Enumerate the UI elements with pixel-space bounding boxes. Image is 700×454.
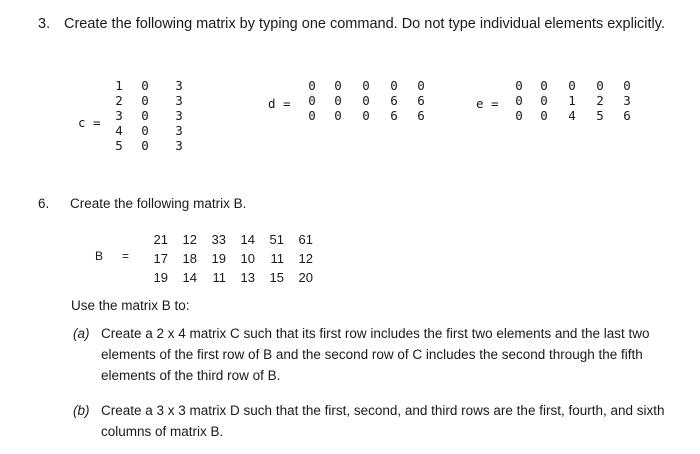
part-a-label: (a) xyxy=(73,326,90,341)
matrix-cell: 6 xyxy=(390,108,398,123)
matrix-c-label: c = xyxy=(78,115,101,130)
matrix-cell: 0 xyxy=(417,78,425,93)
matrix-cell: 12 xyxy=(298,251,313,266)
matrix-cell: 0 xyxy=(308,108,316,123)
matrix-cell: 33 xyxy=(211,232,226,247)
matrix-cell: 12 xyxy=(182,232,197,247)
matrix-cell: 4 xyxy=(115,123,123,138)
matrix-cell: 0 xyxy=(362,78,370,93)
matrix-cell: 19 xyxy=(211,251,226,266)
part-a-line-2: elements of the first row of B and the second row of C includes the second through the fifth xyxy=(101,347,643,362)
matrix-cell: 0 xyxy=(540,78,548,93)
matrix-cell: 13 xyxy=(240,270,255,285)
matrix-cell: 0 xyxy=(362,108,370,123)
matrix-row xyxy=(112,108,194,123)
question-3-text: Create the following matrix by typing one command. Do not type individual elements explicitly. xyxy=(64,16,665,32)
matrix-cell: 0 xyxy=(623,78,631,93)
matrix-cell: 51 xyxy=(269,232,284,247)
matrix-cell: 15 xyxy=(269,270,284,285)
matrix-row xyxy=(508,108,640,123)
matrix-cell: 3 xyxy=(115,108,123,123)
matrix-row xyxy=(508,78,640,93)
matrix-cell: 0 xyxy=(308,78,316,93)
matrix-cell: 0 xyxy=(540,108,548,123)
matrix-cell: 0 xyxy=(515,108,523,123)
matrix-cell: 10 xyxy=(240,251,255,266)
matrix-row xyxy=(300,93,434,108)
matrix-cell: 2 xyxy=(596,93,604,108)
matrix-cell: 0 xyxy=(568,78,576,93)
matrix-cell: 5 xyxy=(115,138,123,153)
matrix-cell: 4 xyxy=(568,108,576,123)
matrix-cell: 11 xyxy=(212,270,226,285)
matrix-cell: 3 xyxy=(175,123,183,138)
matrix-e-label: e = xyxy=(476,96,499,111)
matrix-cell: 0 xyxy=(141,123,149,138)
matrix-cell: 6 xyxy=(417,93,425,108)
matrix-cell: 3 xyxy=(175,78,183,93)
matrix-cell: 17 xyxy=(153,251,168,266)
question-6-text: Create the following matrix B. xyxy=(70,196,247,211)
matrix-cell: 0 xyxy=(334,78,342,93)
matrix-cell: 0 xyxy=(362,93,370,108)
matrix-cell: 0 xyxy=(141,108,149,123)
matrix-row xyxy=(508,93,640,108)
matrix-cell: 14 xyxy=(182,270,197,285)
matrix-cell: 14 xyxy=(240,232,255,247)
matrix-cell: 18 xyxy=(182,251,197,266)
matrix-cell: 6 xyxy=(417,108,425,123)
matrix-cell: 0 xyxy=(540,93,548,108)
matrix-row xyxy=(112,123,194,138)
matrix-cell: 3 xyxy=(175,108,183,123)
matrix-row xyxy=(112,138,194,153)
matrix-cell: 0 xyxy=(334,93,342,108)
matrix-cell: 3 xyxy=(175,93,183,108)
matrix-row xyxy=(112,93,194,108)
matrix-cell: 0 xyxy=(596,78,604,93)
matrix-cell: 61 xyxy=(298,232,313,247)
matrix-e xyxy=(508,78,640,123)
part-b-line-1: Create a 3 x 3 matrix D such that the first, second, and third rows are the first, fourth, and sixth xyxy=(101,403,665,418)
matrix-b-equals: = xyxy=(122,249,130,263)
matrix-cell: 6 xyxy=(623,108,631,123)
matrix-cell: 19 xyxy=(153,270,168,285)
matrix-cell: 0 xyxy=(141,78,149,93)
matrix-d-label: d = xyxy=(268,96,291,111)
matrix-cell: 1 xyxy=(115,78,123,93)
matrix-d xyxy=(300,78,434,123)
matrix-cell: 20 xyxy=(298,270,313,285)
question-3-number: 3. xyxy=(38,16,51,32)
matrix-cell: 11 xyxy=(270,251,284,266)
matrix-b-label: B xyxy=(95,249,104,263)
matrix-cell: 0 xyxy=(141,93,149,108)
matrix-row xyxy=(112,78,194,93)
matrix-b xyxy=(148,230,313,287)
question-6-number: 6. xyxy=(38,196,50,211)
matrix-cell: 5 xyxy=(596,108,604,123)
matrix-cell: 0 xyxy=(334,108,342,123)
part-b-label: (b) xyxy=(73,403,90,418)
part-b-line-2: columns of matrix B. xyxy=(101,424,224,439)
matrix-cell: 2 xyxy=(115,93,123,108)
part-a-line-3: elements of the third row of B. xyxy=(101,368,281,383)
matrix-cell: 21 xyxy=(153,232,168,247)
matrix-cell: 0 xyxy=(390,78,398,93)
matrix-row xyxy=(148,268,313,287)
matrix-row xyxy=(300,78,434,93)
matrix-cell: 0 xyxy=(515,78,523,93)
matrix-cell: 1 xyxy=(568,93,576,108)
part-a-line-1: Create a 2 x 4 matrix C such that its first row includes the first two elements and the last two xyxy=(101,326,650,341)
matrix-cell: 0 xyxy=(141,138,149,153)
matrix-c xyxy=(112,78,194,153)
matrix-row xyxy=(300,108,434,123)
use-matrix-b-text: Use the matrix B to: xyxy=(71,298,190,313)
matrix-cell: 6 xyxy=(390,93,398,108)
matrix-cell: 3 xyxy=(175,138,183,153)
matrix-cell: 3 xyxy=(623,93,631,108)
matrix-row xyxy=(148,230,313,249)
matrix-row xyxy=(148,249,313,268)
matrix-cell: 0 xyxy=(308,93,316,108)
matrix-cell: 0 xyxy=(515,93,523,108)
